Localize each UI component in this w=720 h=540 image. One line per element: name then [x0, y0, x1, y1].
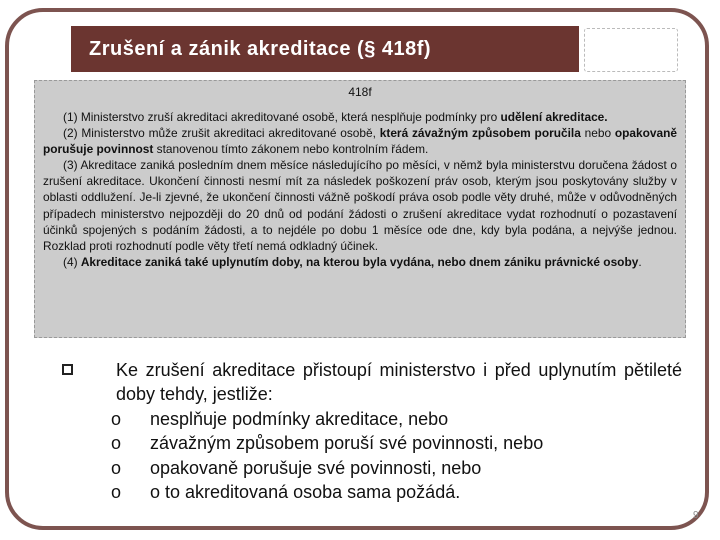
circle-bullet-icon: o: [111, 457, 122, 478]
circle-bullet-icon: o: [111, 408, 122, 429]
square-bullet-icon: [62, 364, 73, 375]
law-emphasis: opakovaně porušuje povinnost: [43, 126, 677, 157]
list-item-text: opakovaně porušuje své povinnosti, nebo: [150, 457, 482, 478]
list-item-text: závažným způsobem poruší své povinnosti, nebo: [150, 433, 544, 454]
intro-text: Ke zrušení akreditace přistoupí ministerstvo i před uplynutím pětileté doby tehdy, jestliže:: [116, 360, 682, 405]
placeholder-box: [584, 28, 678, 72]
main-bullet-list: [62, 358, 682, 504]
law-paragraph-3: (3) Akreditace zaniká posledním dnem měsíce následujícího po měsíci, v němž byla ministerstvu doručena žádost o zrušení akreditace. Ukončení činnosti nesmí mít za následek poškození práv osob, kterým jsou poskytovány služby v oblasti oddlužení. Je-li zjevné, že ukončení činnosti vážně poškodí práva osob podle věty druhé, může v odůvodněných případech ministerstvo nejpozději do 20 dnů od podání žádosti o zrušení akreditace vydat rozhodnutí o pozastavení účinků spojených s podáním žádosti, a to nejdéle po dobu 1 měsíce ode dne, kdy byla podána, a nejvýše jednou. Rozklad proti rozhodnutí podle věty třetí nemá odkladný účinek.: [43, 158, 677, 253]
list-item: [62, 407, 682, 431]
law-emphasis: která závažným způsobem poručila: [379, 126, 581, 141]
circle-bullet-icon: o: [111, 433, 122, 454]
list-item: [62, 480, 682, 504]
page-number: 9: [693, 510, 699, 521]
list-item-text: nesplňuje podmínky akreditace, nebo: [150, 408, 449, 429]
law-emphasis: udělení akreditace.: [500, 110, 608, 124]
law-paragraph-1: (1) Ministerstvo zruší akreditaci akreditované osobě, která nesplňuje podmínky pro udělení akreditace.: [63, 110, 608, 124]
slide-title: Zrušení a zánik akreditace (§ 418f): [71, 26, 579, 72]
list-item: [62, 431, 682, 455]
law-paragraph-4: (4) Akreditace zaniká také uplynutím doby, na kterou byla vydána, nebo dnem zániku právnické osoby.: [63, 254, 642, 269]
law-section-heading: 418f: [348, 85, 372, 99]
list-item: [62, 456, 682, 480]
list-item-text: o to akreditovaná osoba sama požádá.: [150, 482, 461, 503]
law-text-box: [34, 80, 686, 338]
law-emphasis: Akreditace zaniká také uplynutím doby, na kterou byla vydána, nebo dnem zániku právnické osoby: [80, 254, 639, 269]
list-item-intro: [62, 358, 682, 407]
law-paragraph-2: (2) Ministerstvo může zrušit akreditaci akreditované osobě, která závažným způsobem poručila nebo opakovaně porušuje povinnost stanovenou tímto zákonem nebo kontrolním řádem.: [43, 126, 677, 157]
circle-bullet-icon: o: [111, 482, 122, 503]
